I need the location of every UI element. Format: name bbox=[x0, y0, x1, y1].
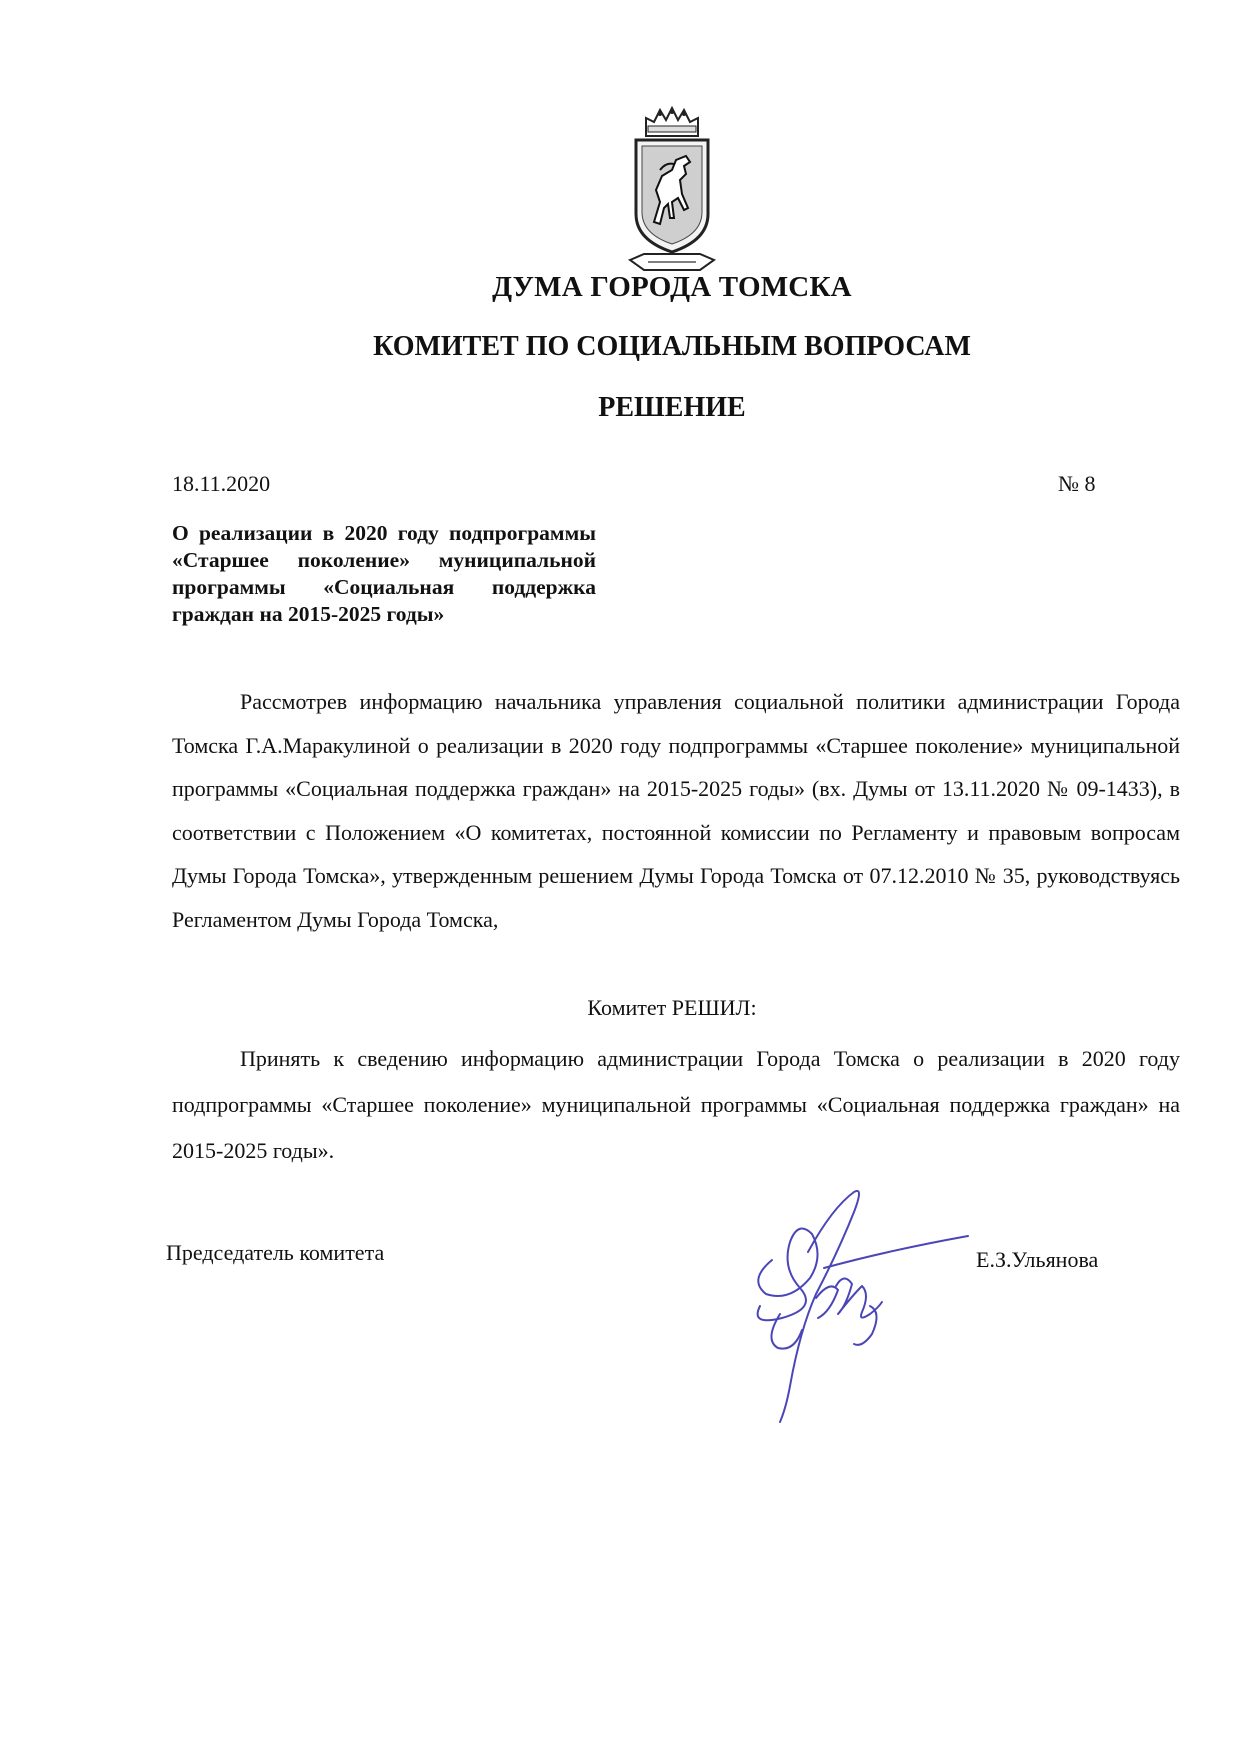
document-type-title: РЕШЕНИЕ bbox=[598, 392, 746, 423]
committee-title: КОМИТЕТ ПО СОЦИАЛЬНЫМ ВОПРОСАМ bbox=[373, 331, 971, 362]
document-number: № 8 bbox=[1058, 471, 1096, 496]
chair-name: Е.З.Ульянова bbox=[976, 1247, 1099, 1272]
body-paragraph-decision: Принять к сведению информацию администрации Города Томска о реализации в 2020 году подпрограммы «Старшее поколение» муниципальной программы «Социальная поддержка граждан» на 2015-2025 годы». bbox=[172, 1046, 1180, 1163]
city-coat-of-arms-icon bbox=[626, 104, 718, 276]
handwritten-signature-icon bbox=[720, 1168, 972, 1428]
document-subject: О реализации в 2020 году подпрограммы «Старшее поколение» муниципальной программы «Социальная поддержка граждан на 2015-2025 годы» bbox=[172, 521, 596, 626]
body-paragraph-considering: Рассмотрев информацию начальника управления социальной политики администрации Города Томска Г.А.Маракулиной о реализации в 2020 году подпрограммы «Старшее поколение» муниципальной программы «Социальная поддержка граждан» на 2015-2025 годы» (вх. Думы от 13.11.2020 № 09-1433), в соответствии с Положением «О комитетах, постоянной комиссии по Регламенту и правовым вопросам Думы Города Томска», утвержденным решением Думы Города Томска от 07.12.2010 № 35, руководствуясь Регламентом Думы Города Томска, bbox=[172, 689, 1180, 932]
document-date: 18.11.2020 bbox=[172, 471, 271, 496]
organization-title: ДУМА ГОРОДА ТОМСКА bbox=[492, 271, 852, 303]
resolve-label: Комитет РЕШИЛ: bbox=[587, 995, 757, 1020]
chair-label: Председатель комитета bbox=[166, 1240, 385, 1265]
